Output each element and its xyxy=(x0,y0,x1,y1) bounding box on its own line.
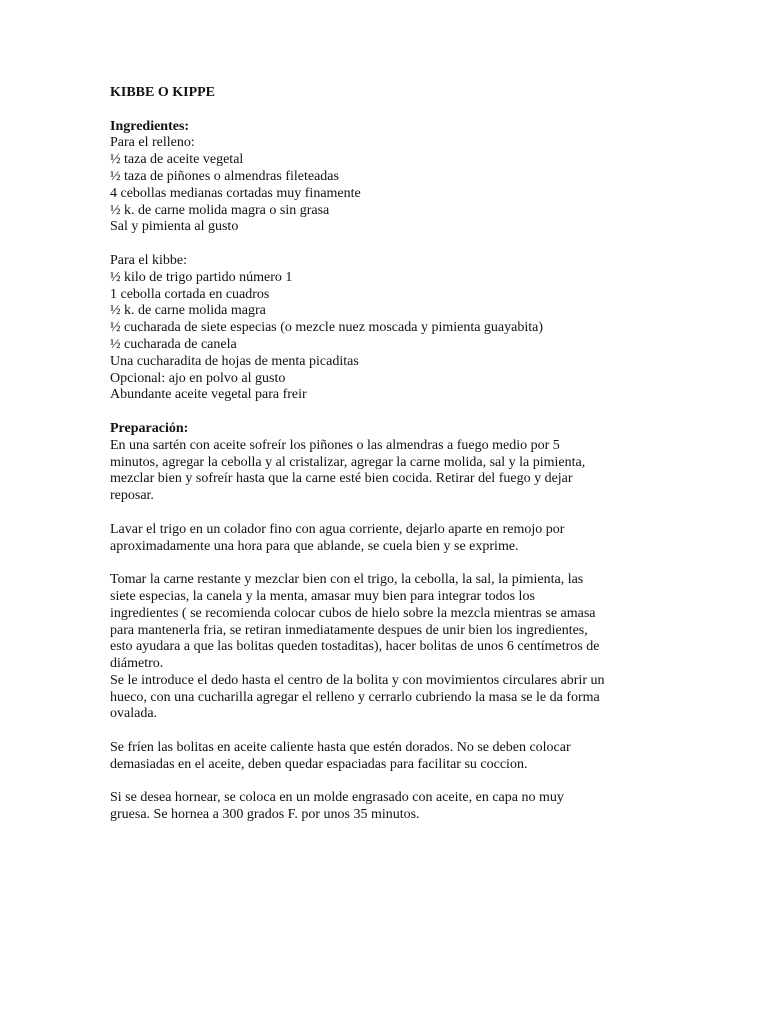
spacer xyxy=(110,102,662,119)
kibbe-item: Abundante aceite vegetal para freir xyxy=(110,387,307,403)
filling-item: Sal y pimienta al gusto xyxy=(110,219,239,235)
preparation-heading: Preparación: xyxy=(110,420,189,436)
preparation-paragraph: En una sartén con aceite sofreír los piñones o las almendras a fuego medio por 5 minutos, agregar la cebolla y al cristalizar, agregar la carne molida, sal y la pimienta, mezclar bien y sofreír hasta que la carne esté bien cocida. Retirar del fuego y dejar reposar. xyxy=(110,437,586,504)
kibbe-item: ½ kilo de trigo partido número 1 xyxy=(110,269,293,285)
spacer xyxy=(110,723,662,740)
filling-item: ½ k. de carne molida magra o sin grasa xyxy=(110,202,330,218)
kibbe-item: ½ cucharada de siete especias (o mezcle nuez moscada y pimienta guayabita) xyxy=(110,320,544,336)
preparation-paragraph: Se fríen las bolitas en aceite caliente hasta que estén dorados. No se deben colocar demasiadas en el aceite, deben quedar espaciadas para facilitar su coccion. xyxy=(110,740,571,772)
kibbe-item: ½ k. de carne molida magra xyxy=(110,303,266,319)
kibbe-item: ½ cucharada de canela xyxy=(110,336,237,352)
spacer xyxy=(110,505,662,522)
filling-item: ½ taza de piñones o almendras fileteadas xyxy=(110,168,339,184)
spacer xyxy=(110,236,662,253)
preparation-paragraph: Tomar la carne restante y mezclar bien con el trigo, la cebolla, la sal, la pimienta, las siete especias, la canela y la menta, amasar muy bien para integrar todos los ingredientes ( se recomienda colocar cubos de hielo sobre la mezcla mientras se amasa para mantenerla fria, se retiran inmediatamente despues de unir bien los ingredientes, esto ayudara a que las bolitas queden tostaditas), hacer bolitas de unos 6 centímetros de diámetro. Se le introduce el dedo hasta el centro de la bolita y con movimientos circulares abrir un hueco, con una cucharilla agregar el relleno y cerrarlo cubriendo la masa se le da forma ovalada. xyxy=(110,572,605,722)
filling-item: ½ taza de aceite vegetal xyxy=(110,152,244,168)
kibbe-item: Opcional: ajo en polvo al gusto xyxy=(110,370,286,386)
filling-label: Para el relleno: xyxy=(110,135,195,151)
preparation-paragraph: Lavar el trigo en un colador fino con agua corriente, dejarlo aparte en remojo por aproximadamente una hora para que ablande, se cuela bien y se exprime. xyxy=(110,521,565,554)
ingredients-heading: Ingredientes: xyxy=(110,118,190,134)
filling-item: 4 cebollas medianas cortadas muy finamente xyxy=(110,185,361,201)
preparation-paragraph: Si se desea hornear, se coloca en un molde engrasado con aceite, en capa no muy gruesa. Se hornea a 300 grados F. por unos 35 minutos. xyxy=(110,790,564,823)
kibbe-item: 1 cebolla cortada en cuadros xyxy=(110,286,270,302)
recipe-title: KIBBE O KIPPE xyxy=(110,85,216,100)
spacer xyxy=(110,404,662,421)
document-page xyxy=(110,85,662,824)
kibbe-label: Para el kibbe: xyxy=(110,252,187,268)
spacer xyxy=(110,774,662,791)
kibbe-item: Una cucharadita de hojas de menta picaditas xyxy=(110,353,359,369)
spacer xyxy=(110,555,662,572)
